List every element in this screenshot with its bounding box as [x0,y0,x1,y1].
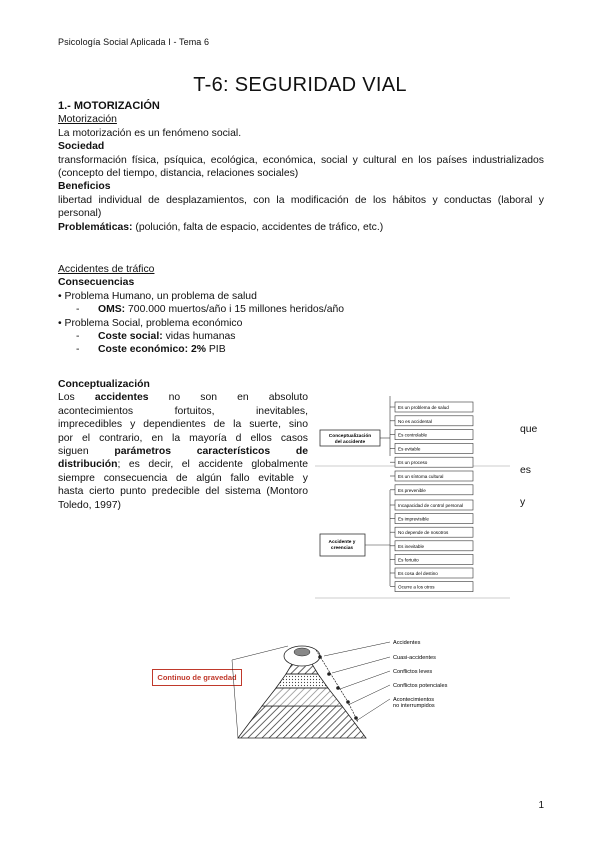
problematicas-text: (polución, falta de espacio, accidentes de tráfico, etc.) [132,221,384,233]
conceptualizacion-text-part: siguen [58,446,115,458]
pyramid-level-5 [238,706,366,738]
conceptualizacion-line [58,391,308,404]
oms-item [76,303,544,316]
diagram-bottom-box-label: Accidente y creencias [328,540,356,551]
pyramid-level-label: Acontecimientos no interrumpidos [393,697,435,709]
pyramid-level-label: Accidentes [393,640,421,646]
top-item-label: No es accidental [398,418,432,424]
problematicas-label: Problemáticas: [58,221,133,233]
beneficios-label: Beneficios [58,181,111,193]
motorizacion-label: Motorización [58,114,117,126]
conceptualizacion-line [58,418,308,431]
diagram-top-box-label: Conceptualización del accidente [328,434,372,445]
diagram-piramide [228,630,473,740]
section-heading: 1.- MOTORIZACIÓN [58,100,160,112]
conceptualizacion-text-part: acontecimientos fortuitos, inevitables, [58,405,308,417]
conceptualizacion-bold-term: accidentes [94,392,149,404]
bottom-item-label: Es cosa del destino [398,571,438,576]
conceptualizacion-last-line: Toledo, 1997) [58,499,121,511]
diagram-conceptualizacion [315,386,510,601]
coste-social-text: vidas humanas [162,331,236,343]
sociedad-label: Sociedad [58,141,105,153]
top-item-label: Es controlable [398,432,428,438]
pyramid-level-3 [276,674,328,688]
continuo-gravedad-label: Continuo de gravedad [152,669,242,686]
conceptualizacion-line [58,485,308,498]
conceptualizacion-line [58,472,308,485]
page-number: 1 [538,800,544,811]
bullet-problema-social: • Problema Social, problema económico [58,317,243,329]
accidentes-label: Accidentes de tráfico [58,264,155,275]
bottom-item-label: Es inevitable [398,543,425,549]
conceptualizacion-text-part: no son en absoluto [148,392,308,404]
side-word-es: es [520,465,531,476]
coste-economico-text: PIB [205,344,226,356]
diagram-bottom-box [320,534,365,556]
running-header: Psicología Social Aplicada I - Tema 6 [58,37,210,47]
beneficios-text: libertad individual de desplazamientos, con la modificación de los hábitos y conductas (laboral y personal) [58,194,544,220]
consecuencias-label: Consecuencias [58,277,135,289]
coste-economico-item [76,343,544,356]
top-item-label: Es un síntoma cultural [398,474,444,479]
conceptualizacion-text [58,391,308,498]
conceptualizacion-bold-term: distribución [58,459,118,471]
section-conceptualizacion [58,378,308,512]
section-motorizacion [58,100,544,234]
coste-economico-label: Coste económico: [98,344,189,356]
motorizacion-text: La motorización es un fenómeno social. [58,127,242,139]
pyramid-level-label: Conflictos leves [393,669,433,675]
bottom-item-label: Es imprevisible [398,516,429,522]
bottom-item-label: Incapacidad de control personal [398,503,464,508]
conceptualizacion-text-part: siempre consecuencia de algún fallo evitable y [58,472,308,484]
conceptualizacion-text-part: hasta cierto punto predecible del sistema (Montoro [58,486,308,498]
conceptualizacion-line [58,445,308,458]
coste-social-item [76,330,544,343]
conceptualizacion-heading: Conceptualización [58,379,150,390]
conceptualizacion-text-part: imprecedibles y dependientes de la suerte, sino [58,419,308,431]
oms-text: 700.000 muertos/año i 15 millones heridos/año [125,304,345,316]
conceptualizacion-bold-term: parámetros característicos de [114,446,308,458]
conceptualizacion-text-part: Los [58,392,95,404]
pyramid-level-label: Cuasi-accidentes [393,655,436,661]
section-accidentes [58,263,544,357]
bottom-item-label: Ocurre a los otros [398,584,435,590]
top-item-label: Es evitable [398,446,421,452]
conceptualizacion-text-part: por el contrario, en la mayoría d ellos casos [58,432,308,444]
bullet-problema-humano: • Problema Humano, un problema de salud [58,290,257,302]
sociedad-text: transformación física, psíquica, ecológica, económica, social y cultural en los países industrializados (concepto del tiempo, distancia, relaciones sociales) [58,154,544,180]
conceptualizacion-line [58,458,308,471]
side-word-y: y [520,497,526,508]
coste-social-label: Coste social: [98,331,163,343]
coste-economico-value: 2% [188,344,206,356]
top-item-label: Es un problema de salud [398,405,449,410]
problematicas-line [58,221,544,234]
top-item-label: Es prevenible [398,487,426,493]
page-title: T-6: SEGURIDAD VIAL [193,74,407,96]
top-item-label: Es un proceso [398,460,428,466]
side-word-que: que [520,424,538,435]
bottom-item-label: No depende de nosotros [398,530,449,536]
pyramid-level-label: Conflictos potenciales [393,683,448,689]
conceptualizacion-line [58,405,308,418]
conceptualizacion-text-part: ; es decir, el accidente globalmente [117,459,308,471]
conceptualizacion-line [58,432,308,445]
oms-label: OMS: [98,304,126,316]
bottom-item-label: Es fortuito [398,557,419,563]
